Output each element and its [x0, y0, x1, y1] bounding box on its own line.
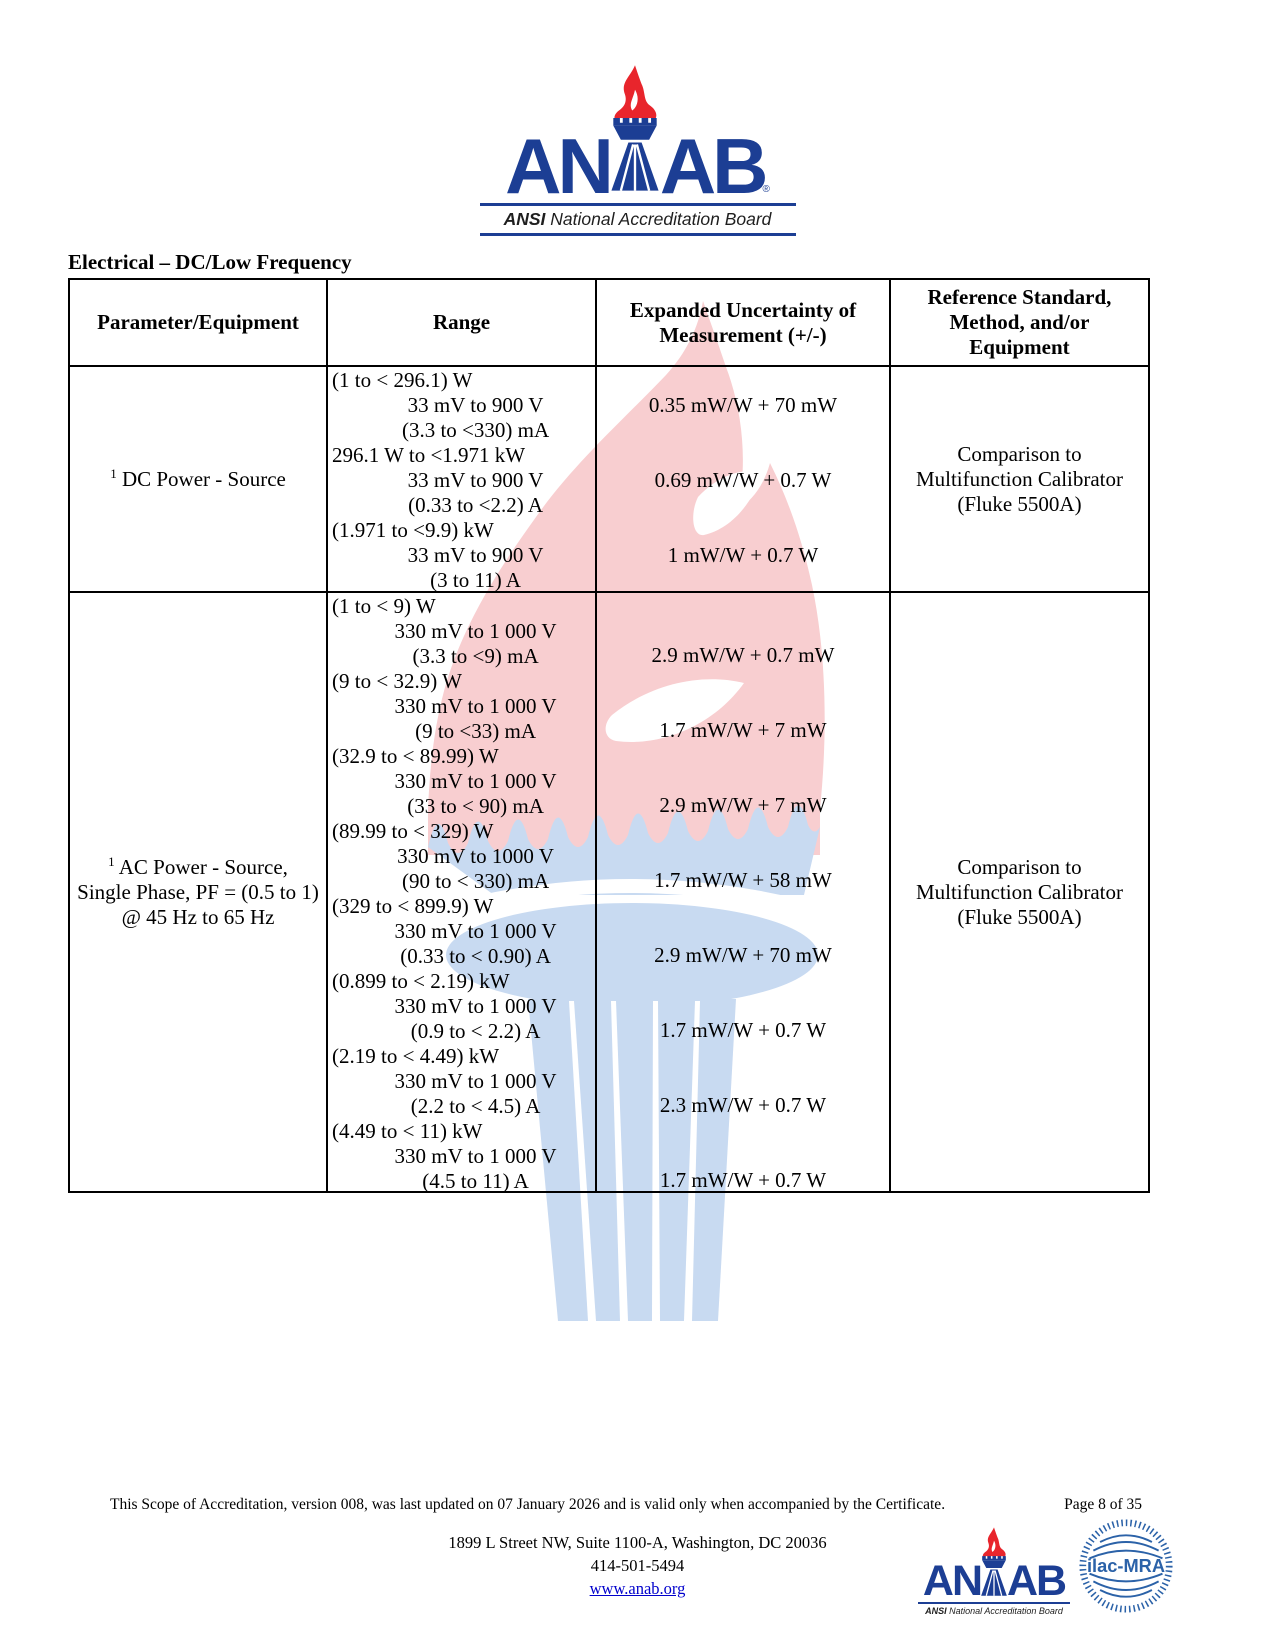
range-line: 330 mV to 1 000 V: [394, 1144, 557, 1168]
range-band: [328, 894, 595, 969]
range-line: (4.49 to < 11) kW: [332, 1119, 483, 1143]
uncertainty-value: 2.9 mW/W + 0.7 mW: [651, 643, 835, 667]
range-line: (9 to < 32.9) W: [332, 669, 462, 693]
footnote-marker: 1: [108, 853, 115, 869]
range-line: 296.1 W to <1.971 kW: [332, 443, 526, 467]
parameter-cell: [70, 593, 326, 1191]
footer-note-row: [110, 1496, 1142, 1514]
anab-logo: [480, 56, 796, 236]
brand-letters-ab: AB: [1007, 1557, 1066, 1606]
range-line: (32.9 to < 89.99) W: [332, 744, 499, 768]
uncertainty-band: [597, 1118, 889, 1193]
table-header-row: [70, 280, 1148, 365]
uncertainty-band: [597, 668, 889, 743]
range-line: (1.971 to <9.9) kW: [332, 518, 494, 542]
header-parameter: Parameter/Equipment: [97, 310, 299, 334]
range-line: (0.899 to < 2.19) kW: [332, 969, 510, 993]
range-line: 33 mV to 900 V: [407, 393, 544, 417]
anab-logo-small: [918, 1522, 1070, 1616]
range-band: [328, 1044, 595, 1119]
uncertainty-value: 0.69 mW/W + 0.7 W: [654, 467, 832, 492]
range-band: [328, 969, 595, 1044]
uncertainty-band: [597, 743, 889, 818]
range-band: [328, 368, 595, 443]
uncertainty-value: 1.7 mW/W + 0.7 W: [659, 1168, 827, 1192]
uncertainty-band: [597, 1043, 889, 1118]
reference-line: Multifunction Calibrator: [915, 879, 1123, 904]
reference-line: (Fluke 5500A): [957, 491, 1082, 516]
range-line: (90 to < 330) mA: [401, 869, 550, 893]
uncertainty-band: [597, 968, 889, 1043]
range-line: (0.33 to < 0.90) A: [400, 944, 551, 968]
range-line: (3.3 to <330) mA: [401, 418, 550, 442]
brand-letters-an: AN: [505, 122, 610, 211]
reference-line: Comparison to: [957, 441, 1082, 466]
tagline-ansi: ANSI: [503, 209, 546, 229]
parameter-text: AC Power - Source,: [118, 854, 288, 879]
ilac-label-text: ilac-MRA: [1086, 1554, 1166, 1576]
registered-mark: ®: [762, 184, 770, 195]
scope-note: This Scope of Accreditation, version 008, was last updated on 07 January 2026 and is valid only when accompanied by the Certificate.: [110, 1496, 946, 1513]
reference-line: Multifunction Calibrator: [915, 466, 1123, 491]
accreditation-scope-table: [68, 278, 1150, 1193]
uncertainty-cell: [595, 593, 889, 1191]
parameter-text: DC Power - Source: [121, 466, 286, 491]
range-line: 330 mV to 1 000 V: [394, 619, 557, 643]
tagline-ansi: ANSI: [925, 1606, 947, 1616]
range-line: 330 mV to 1 000 V: [394, 1069, 557, 1093]
range-line: (1 to < 296.1) W: [332, 368, 473, 392]
range-cell: [326, 367, 595, 591]
range-band: [328, 1119, 595, 1194]
range-line: 330 mV to 1 000 V: [394, 769, 557, 793]
parameter-text: @ 45 Hz to 65 Hz: [121, 904, 275, 929]
parameter-cell: [70, 367, 326, 591]
uncertainty-band: [597, 893, 889, 968]
anab-wordmark-small: [918, 1522, 1070, 1606]
range-line: (89.99 to < 329) W: [332, 819, 494, 843]
anab-wordmark: [480, 56, 796, 211]
logo-tagline: [918, 1606, 1070, 1616]
header-range: Range: [326, 280, 595, 365]
range-line: (2.19 to < 4.49) kW: [332, 1044, 500, 1068]
reference-cell: [889, 593, 1148, 1191]
uncertainty-value: 1 mW/W + 0.7 W: [667, 542, 819, 567]
tagline-rest: National Accreditation Board: [946, 1606, 1063, 1616]
table-row: [70, 591, 1148, 1191]
section-title: Electrical – DC/Low Frequency: [68, 250, 352, 274]
range-line: (1 to < 9) W: [332, 594, 436, 618]
range-line: 330 mV to 1 000 V: [394, 994, 557, 1018]
uncertainty-value: 2.9 mW/W + 7 mW: [659, 793, 827, 817]
logo-tagline: [482, 209, 794, 230]
range-line: (0.9 to < 2.2) A: [410, 1019, 541, 1043]
range-line: (3.3 to <9) mA: [412, 644, 539, 668]
uncertainty-value: 1.7 mW/W + 7 mW: [659, 718, 827, 742]
uncertainty-band: [597, 818, 889, 893]
range-line: 33 mV to 900 V: [407, 543, 544, 567]
uncertainty-value: 0.35 mW/W + 70 mW: [648, 392, 838, 417]
range-line: (9 to <33) mA: [415, 719, 536, 743]
uncertainty-value: 1.7 mW/W + 0.7 W: [659, 1018, 827, 1042]
range-line: 330 mV to 1 000 V: [394, 694, 557, 718]
range-cell: [326, 593, 595, 1191]
uncertainty-band: [597, 593, 889, 668]
tagline-rest: National Accreditation Board: [545, 209, 772, 229]
range-band: [328, 744, 595, 819]
range-line: (3 to 11) A: [430, 568, 521, 592]
range-band: [328, 819, 595, 894]
brand-letters-ab: AB: [659, 122, 765, 211]
reference-line: (Fluke 5500A): [957, 904, 1082, 929]
uncertainty-value: 1.7 mW/W + 58 mW: [654, 868, 832, 892]
uncertainty-cell: [595, 367, 889, 591]
range-line: (329 to < 899.9) W: [332, 894, 494, 918]
reference-cell: [889, 367, 1148, 591]
range-line: (0.33 to <2.2) A: [408, 493, 543, 517]
range-band: [328, 594, 595, 669]
uncertainty-band: [597, 367, 889, 442]
ilac-mra-logo: [1078, 1518, 1174, 1614]
uncertainty-value: 2.3 mW/W + 0.7 W: [659, 1093, 827, 1117]
page-number: Page 8 of 35: [1064, 1496, 1142, 1513]
range-band: [328, 669, 595, 744]
address-line: 1899 L Street NW, Suite 1100-A, Washington, DC 20036: [448, 1533, 827, 1552]
range-line: 33 mV to 900 V: [407, 468, 544, 492]
torch-icon: [602, 56, 668, 198]
website-link[interactable]: www.anab.org: [589, 1579, 686, 1598]
footnote-marker: 1: [110, 465, 117, 481]
parameter-text: Single Phase, PF = (0.5 to 1): [77, 879, 319, 904]
range-line: (4.5 to 11) A: [422, 1169, 529, 1193]
range-line: 330 mV to 1000 V: [397, 844, 554, 868]
brand-letters-an: AN: [922, 1557, 981, 1606]
reference-line: Comparison to: [957, 854, 1082, 879]
range-line: (33 to < 90) mA: [407, 794, 544, 818]
range-band: [328, 518, 595, 593]
header-reference: Reference Standard, Method, and/or Equipment: [889, 280, 1148, 365]
uncertainty-value: 2.9 mW/W + 70 mW: [654, 943, 832, 967]
range-line: 330 mV to 1 000 V: [394, 919, 557, 943]
uncertainty-band: [597, 517, 889, 592]
range-line: (2.2 to < 4.5) A: [410, 1094, 541, 1118]
header-uncertainty: Expanded Uncertainty of Measurement (+/-): [595, 280, 889, 365]
range-band: [328, 443, 595, 518]
uncertainty-band: [597, 442, 889, 517]
phone-number: 414-501-5494: [590, 1556, 685, 1575]
table-row: [70, 365, 1148, 591]
